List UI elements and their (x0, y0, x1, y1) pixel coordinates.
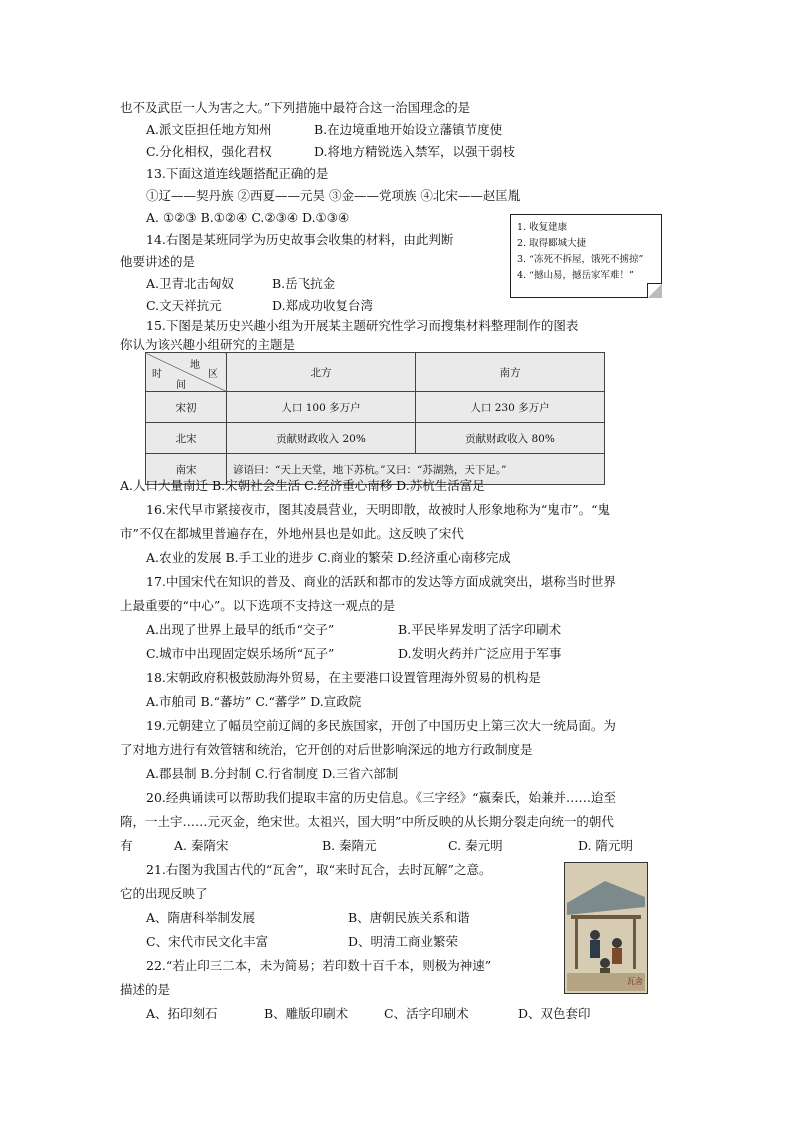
q15-options[interactable]: A.人口大量南迁 B.宋朝社会生活 C.经济重心南移 D.苏杭生活富足 (120, 478, 485, 493)
table-row (146, 423, 605, 454)
q20-option-d[interactable]: D. 隋元明 (578, 838, 634, 853)
south-cell: 人口 230 多万户 (415, 392, 604, 423)
q20-option-a[interactable]: A. 秦隋宋 (174, 838, 229, 853)
q22-option-b[interactable]: B、雕版印刷术 (264, 1006, 349, 1021)
q15-stem-1: 15.下图是某历史兴趣小组为开展某主题研究性学习而搜集材料整理制作的图表 (146, 318, 579, 333)
q15-stem-2: 你认为该兴趣小组研究的主题是 (120, 337, 296, 352)
q19-stem-2: 了对地方进行有效管辖和统治，它开创的对后世影响深远的地方行政制度是 (120, 742, 533, 757)
market-scene-icon (565, 863, 647, 993)
north-cell: 贡献财政收入 20% (227, 423, 416, 454)
q22-stem-1: 22.“若止印三二本，未为简易；若印数十百千本，则极为神速” (146, 958, 492, 973)
q17-option-c[interactable]: C.城市中出现固定娱乐场所“瓦子” (146, 646, 335, 661)
q14-stem-2: 他要讲述的是 (120, 254, 196, 269)
page-curl-icon (647, 283, 662, 298)
table-corner-cell (146, 353, 227, 392)
q20-option-c[interactable]: C. 秦元明 (448, 838, 503, 853)
q14-option-a[interactable]: A.卫青北击匈奴 (146, 276, 235, 291)
q15-table (145, 352, 605, 485)
corner-label-right: 区 (208, 369, 218, 380)
q20-option-b[interactable]: B. 秦隋元 (322, 838, 377, 853)
q21-option-d[interactable]: D、明清工商业繁荣 (348, 934, 459, 949)
q19-options[interactable]: A.郡县制 B.分封制 C.行省制度 D.三省六部制 (146, 766, 399, 781)
q17-option-a[interactable]: A.出现了世界上最早的纸币“交子” (146, 622, 335, 637)
q14-option-b[interactable]: B.岳飞抗金 (272, 276, 336, 291)
q21-stem-2: 它的出现反映了 (120, 886, 208, 901)
north-cell: 人口 100 多万户 (227, 392, 416, 423)
note-item-3: 3. “冻死不拆屋，饿死不掳掠” (517, 254, 644, 265)
q17-stem-1: 17.中国宋代在知识的普及、商业的活跃和都市的发达等方面成就突出，堪称当时世界 (146, 574, 616, 589)
q21-option-b[interactable]: B、唐朝民族关系和谐 (348, 910, 470, 925)
q21-stem-1: 21.右图为我国古代的“瓦舍”，取“来时瓦合，去时瓦解”之意。 (146, 862, 492, 877)
table-row (146, 392, 605, 423)
wa-she-painting (564, 862, 648, 994)
q13-stem: 13.下面这道连线题搭配正确的是 (146, 166, 329, 181)
corner-label-top: 地 (190, 360, 200, 371)
q18-options[interactable]: A.市舶司 B.“蕃坊” C.“蕃学” D.宣政院 (146, 694, 362, 709)
q17-stem-2: 上最重要的“中心”。以下选项不支持这一观点的是 (120, 598, 396, 613)
period-cell: 南宋 (146, 454, 227, 485)
q16-stem-2: 市”不仅在都城里普遍存在，外地州县也是如此。这反映了宋代 (120, 526, 464, 541)
q21-option-a[interactable]: A、隋唐科举制发展 (146, 910, 256, 925)
q20-stem-3: 有 (120, 838, 133, 853)
q20-stem-2: 隋，一土宇……元灭金，绝宋世。太祖兴，国大明”中所反映的从长期分裂走向统一的朝代 (120, 814, 614, 829)
period-cell: 宋初 (146, 392, 227, 423)
south-cell: 贡献财政收入 80% (415, 423, 604, 454)
note-item-4: 4. “撼山易，撼岳家军难！” (517, 270, 634, 281)
q19-stem-1: 19.元朝建立了幅员空前辽阔的多民族国家，开创了中国历史上第三次大一统局面。为 (146, 718, 616, 733)
q12-option-a[interactable]: A.派文臣担任地方知州 (146, 122, 272, 137)
q12-option-d[interactable]: D.将地方精锐选入禁军，以强干弱枝 (314, 144, 516, 159)
q16-stem-1: 16.宋代早市紧接夜市，图其凌晨营业，天明即散，故被时人形象地称为“鬼市”。“鬼 (146, 502, 611, 517)
corner-label-left: 时 (152, 369, 162, 380)
q14-stem-1: 14.右图是某班同学为历史故事会收集的材料，由此判断 (146, 232, 454, 247)
q22-option-c[interactable]: C、活字印刷术 (384, 1006, 469, 1021)
q14-option-c[interactable]: C.文天祥抗元 (146, 298, 222, 313)
header-north: 北方 (227, 353, 416, 392)
quote-cell: 谚语曰：“天上天堂，地下苏杭。”又曰：“苏湖熟，天下足。” (227, 454, 605, 485)
header-south: 南方 (415, 353, 604, 392)
q17-option-b[interactable]: B.平民毕昇发明了活字印刷术 (398, 622, 562, 637)
q22-stem-2: 描述的是 (120, 982, 171, 997)
q22-option-d[interactable]: D、双色套印 (518, 1006, 591, 1021)
q14-option-d[interactable]: D.郑成功收复台湾 (272, 298, 374, 313)
q12-option-c[interactable]: C.分化相权，强化君权 (146, 144, 272, 159)
q16-options[interactable]: A.农业的发展 B.手工业的进步 C.商业的繁荣 D.经济重心南移完成 (146, 550, 511, 565)
q14-note-card (510, 214, 662, 298)
q13-items: ①辽——契丹族 ②西夏——元昊 ③金——党项族 ④北宋——赵匡胤 (146, 188, 521, 203)
q20-stem-1: 20.经典诵读可以帮助我们提取丰富的历史信息。《三字经》“嬴秦氏，始兼并……迨至 (146, 790, 617, 805)
q21-option-c[interactable]: C、宋代市民文化丰富 (146, 934, 269, 949)
q12-stem-end: 也不及武臣一人为害之大。”下列措施中最符合这一治国理念的是 (120, 100, 471, 115)
q13-options[interactable]: A. ①②③ B.①②④ C.②③④ D.①③④ (146, 210, 350, 225)
period-cell: 北宋 (146, 423, 227, 454)
corner-label-bottom: 间 (176, 380, 186, 391)
note-item-2: 2. 取得郾城大捷 (517, 238, 587, 249)
q17-option-d[interactable]: D.发明火药并广泛应用于军事 (398, 646, 562, 661)
painting-caption: 瓦舍 (627, 977, 643, 986)
q18-stem: 18.宋朝政府积极鼓励海外贸易，在主要港口设置管理海外贸易的机构是 (146, 670, 541, 685)
q22-option-a[interactable]: A、拓印刻石 (146, 1006, 218, 1021)
note-item-1: 1. 收复建康 (517, 222, 568, 233)
q12-option-b[interactable]: B.在边境重地开始设立藩镇节度使 (314, 122, 503, 137)
